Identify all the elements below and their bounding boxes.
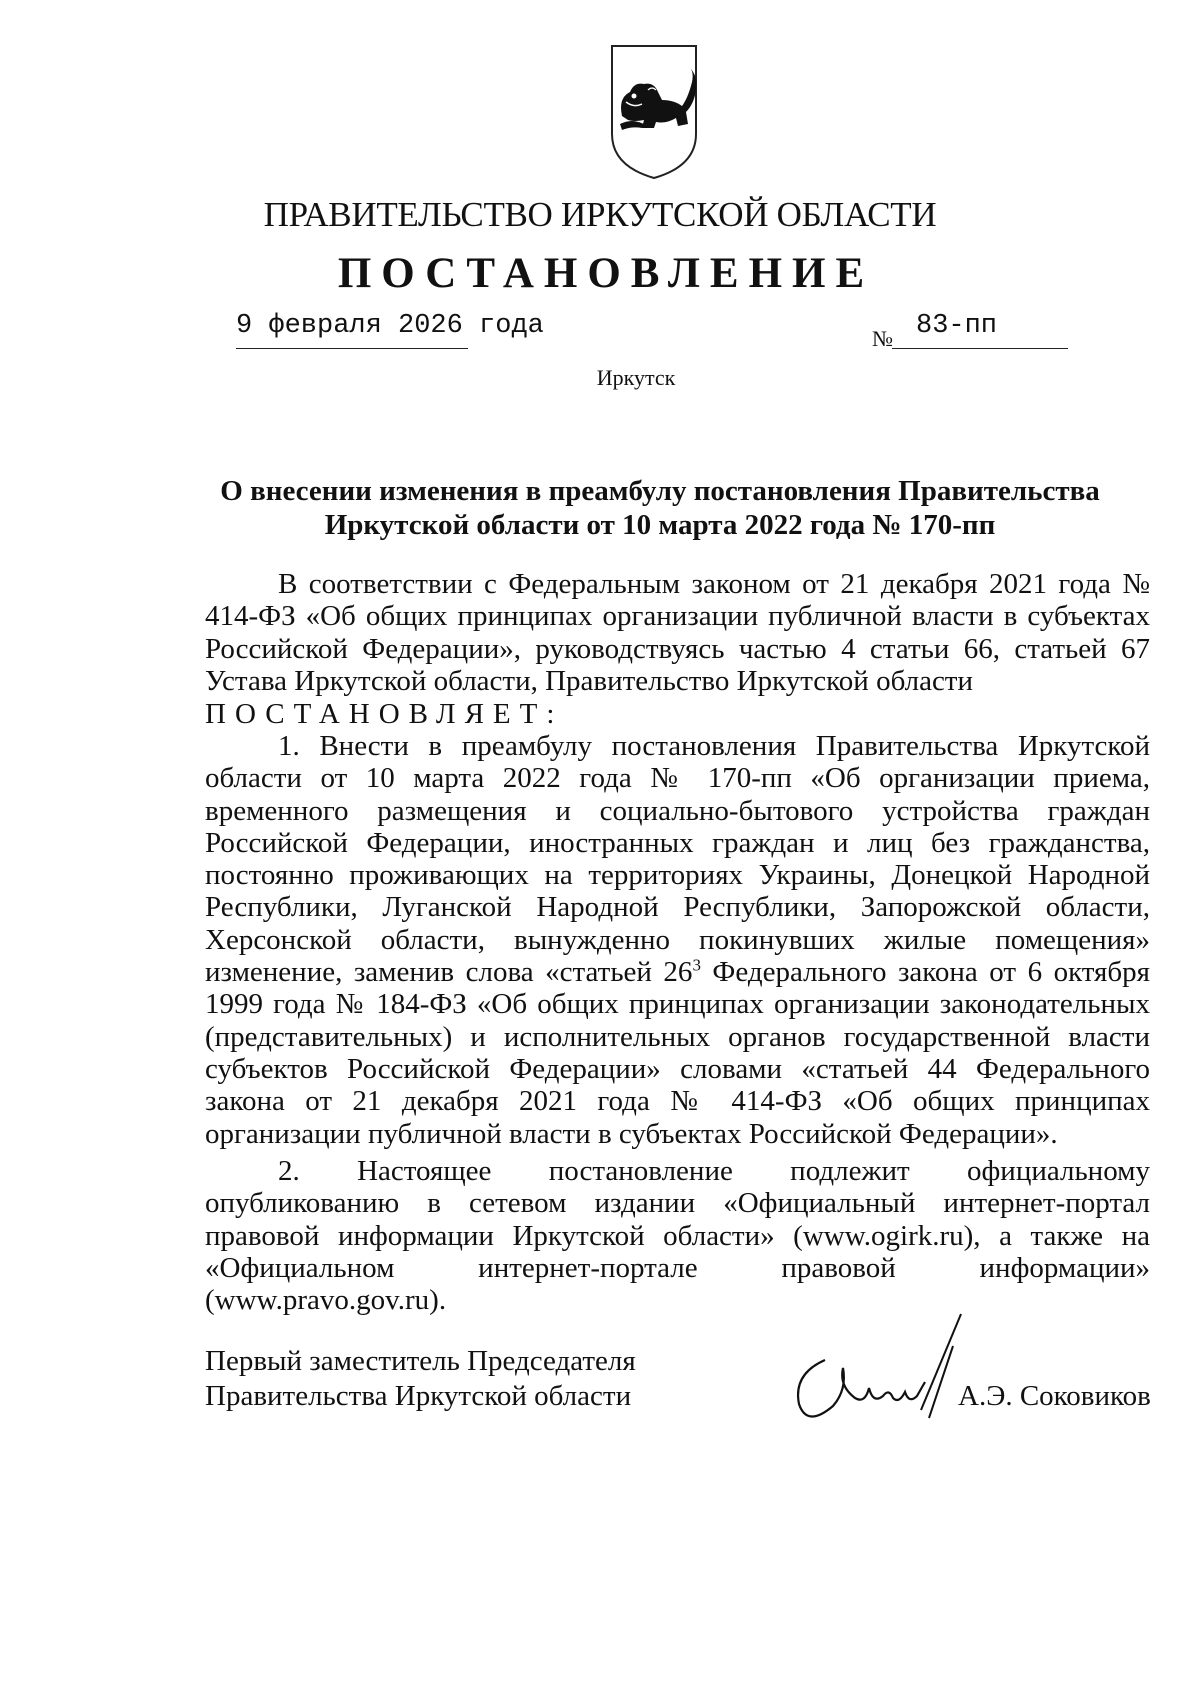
item-1-text-a: 1. Внести в преамбулу постановления Правительства Иркутской области от 10 марта 2022 года № 170-пп «Об организации приема, временного размещения и социально-бытового устройства граждан Российской Федерации, иностранных граждан и лиц без гражданства, постоянно проживающих на территориях Украины, Донецкой Народной Республики, Луганской Народной Республики, Запорожской области, Херсонской области, вынужденно покинувших жилые помещения» изменение, заменив слова «статьей 26	[205, 730, 1150, 989]
document-number: 83-пп	[916, 311, 998, 341]
item-1-superscript: 3	[692, 955, 701, 975]
document-kind: ПОСТАНОВЛЕНИЕ	[337, 250, 875, 297]
intro-paragraph: В соответствии с Федеральным законом от 21 декабря 2021 года № 414-ФЗ «Об общих принципах организации публичной власти в субъектах Российской Федерации», руководствуясь частью 4 статьи 66, статьей 67 Устава Иркутской области, Правительство Иркутской области	[205, 568, 1150, 697]
number-underline	[892, 348, 1068, 349]
date-underline	[236, 348, 468, 349]
signer-position-line-1: Первый заместитель Председателя	[205, 1345, 636, 1377]
item-1-paragraph	[205, 730, 1150, 1150]
title-line-2: Иркутской области от 10 марта 2022 года № 170-пп	[324, 509, 996, 541]
item-1-text-b: Федерального закона от 6 октября 1999 года № 184-ФЗ «Об общих принципах организации законодательных (представительных) и исполнительных органов государственной власти субъектов Российской Федерации» словами «статьей 44 Федерального закона от 21 декабря 2021 года № 414-ФЗ «Об общих принципах организации публичной власти в субъектах Российской Федерации».	[205, 956, 1150, 1150]
handwritten-signature	[785, 1312, 975, 1440]
coat-of-arms-emblem	[608, 42, 700, 182]
document-title	[200, 474, 1120, 542]
signer-name: А.Э. Соковиков	[958, 1380, 1151, 1412]
government-name: ПРАВИТЕЛЬСТВО ИРКУТСКОЙ ОБЛАСТИ	[263, 195, 937, 234]
signer-position	[205, 1344, 636, 1414]
item-2-paragraph: 2. Настоящее постановление подлежит официальному опубликованию в сетевом издании «Официальный интернет-портал правовой информации Иркутской области» (www.ogirk.ru), а также на «Официальном интернет-портале правовой информации» (www.pravo.gov.ru).	[205, 1155, 1150, 1317]
decree-word: ПОСТАНОВЛЯЕТ:	[205, 698, 564, 730]
signer-position-line-2: Правительства Иркутской области	[205, 1380, 632, 1412]
document-city: Иркутск	[596, 365, 676, 390]
number-sign: №	[872, 326, 893, 351]
title-line-1: О внесении изменения в преамбулу постановления Правительства	[220, 475, 1100, 507]
document-date: 9 февраля 2026 года	[236, 311, 544, 341]
